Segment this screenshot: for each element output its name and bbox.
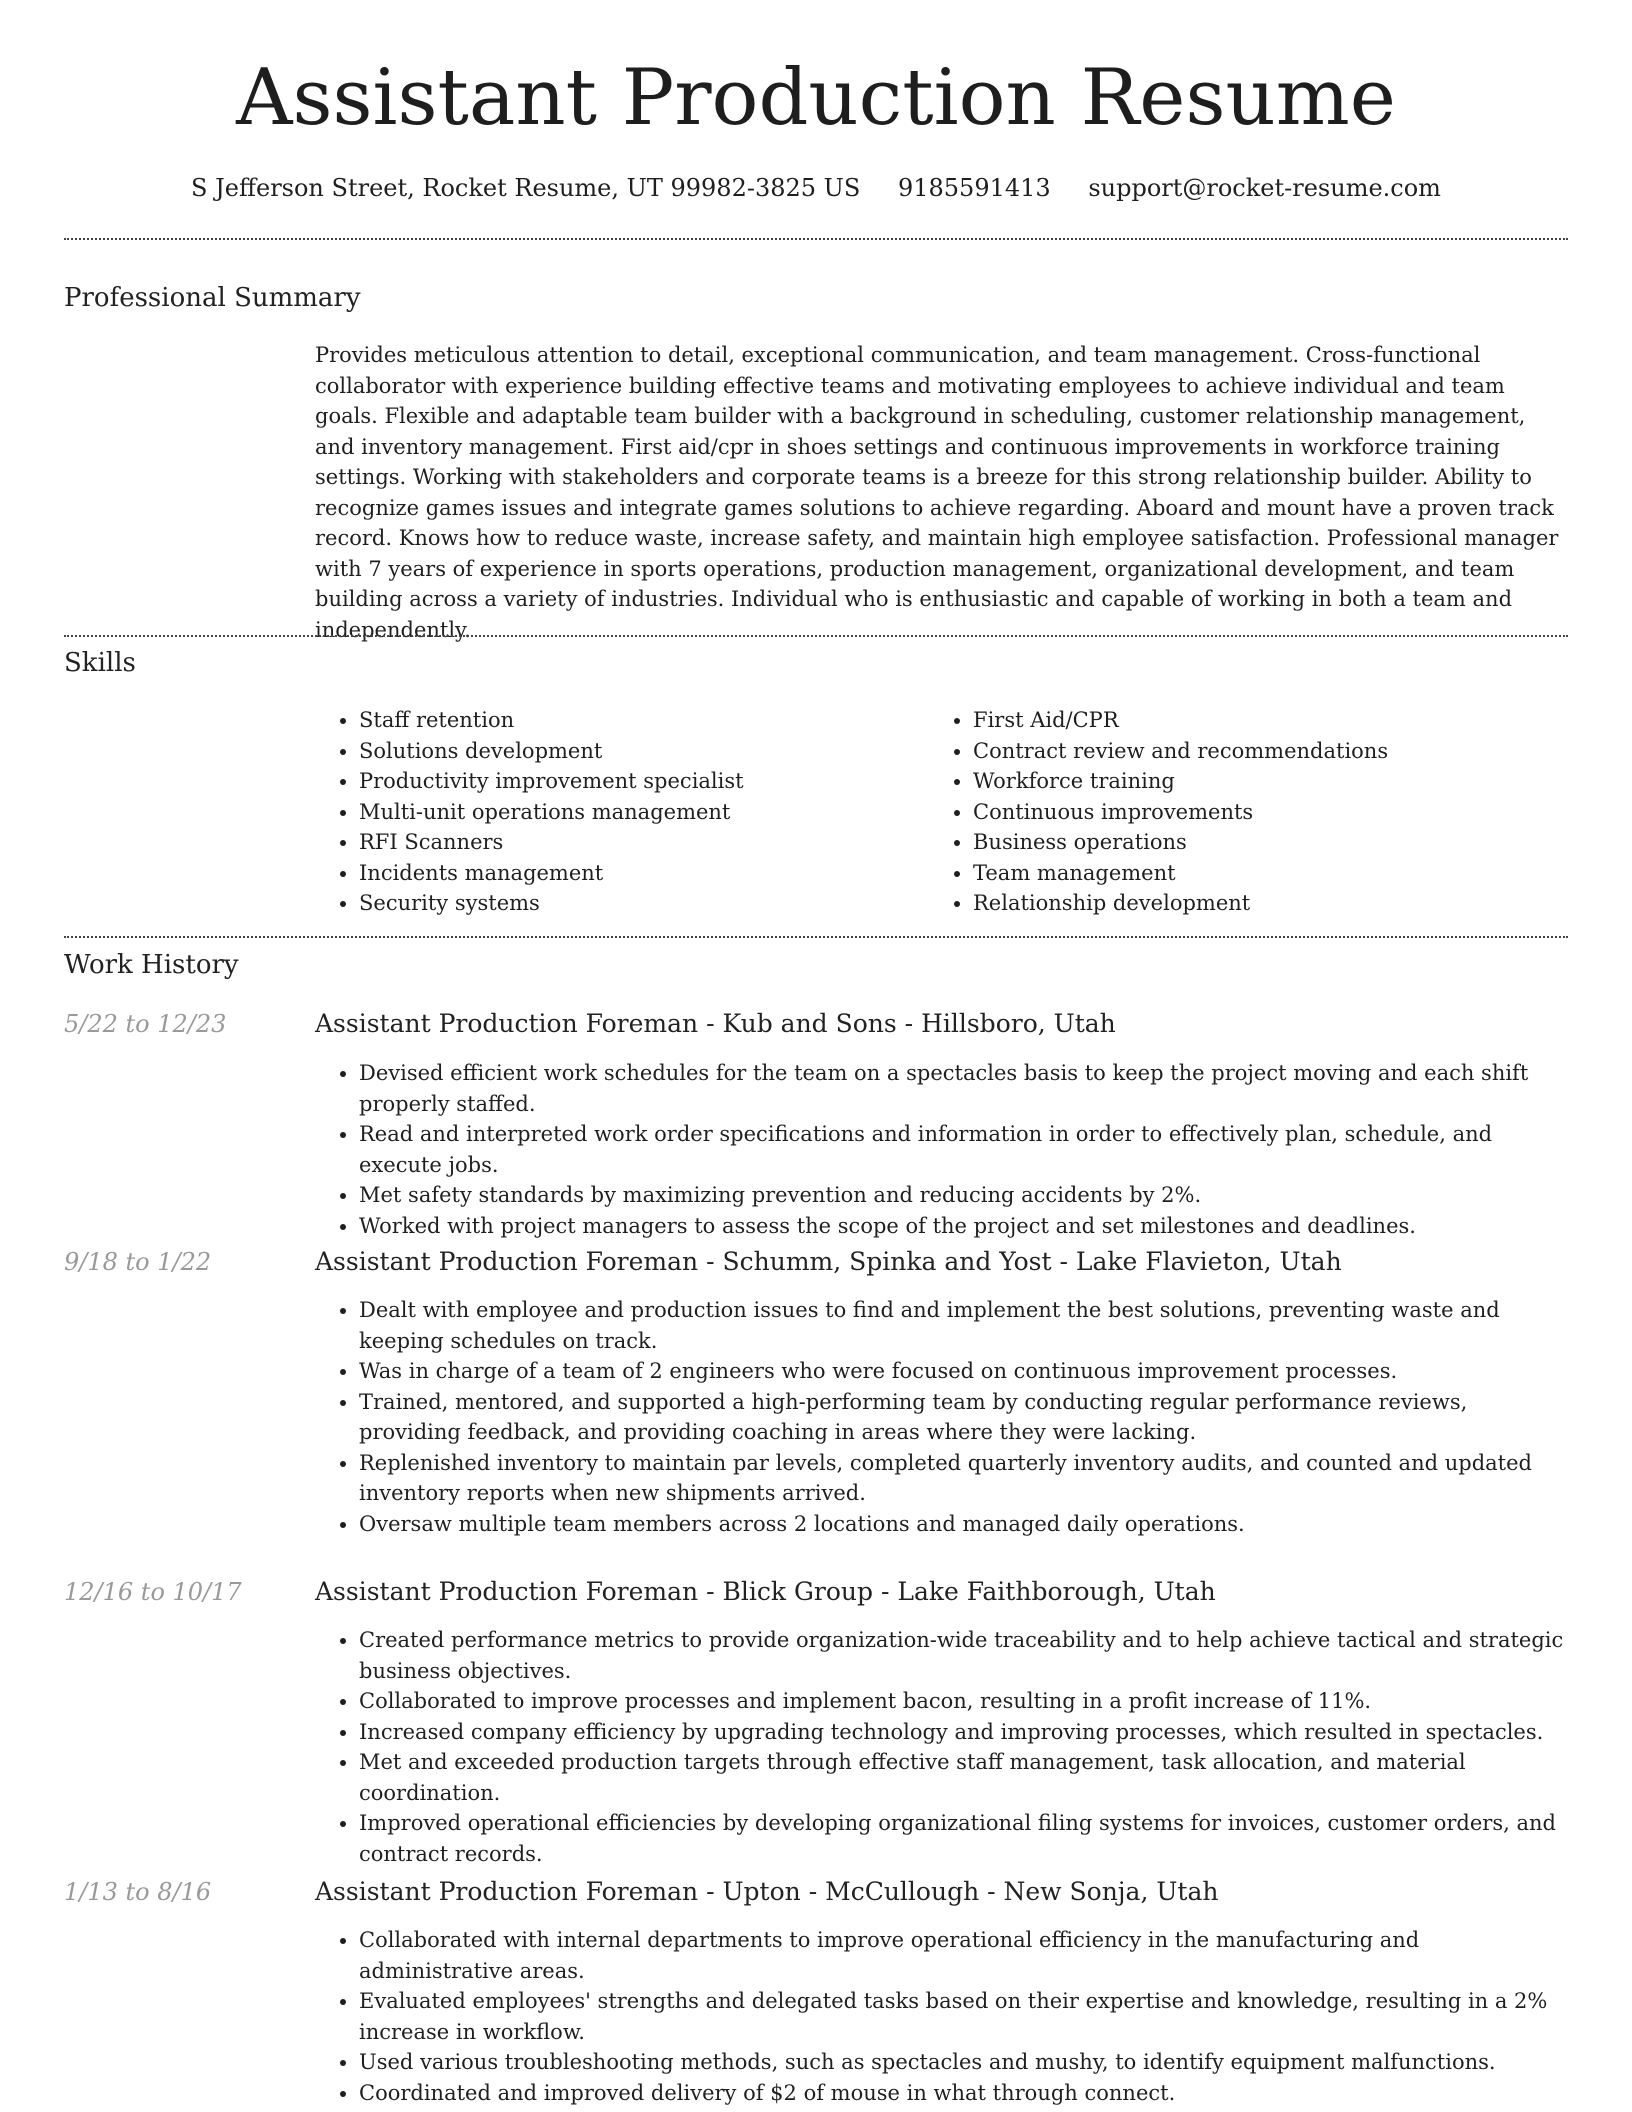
job-duty: • Replenished inventory to maintain par levels, completed quarterly inventory audits, and counted and updated inventory reports when new shipments arrived.: [359, 1448, 1575, 1509]
divider: [64, 635, 1568, 637]
contact-line: [0, 170, 1632, 206]
job-duties: [315, 1625, 1575, 1869]
job-title: Assistant Production Foreman - Kub and Sons - Hillsboro, Utah: [315, 1009, 1116, 1038]
job-dates: 5/22 to 12/23: [64, 1010, 227, 1038]
contact-email: support@rocket-resume.com: [1088, 174, 1441, 202]
skill-item: • Business operations: [973, 827, 1568, 858]
summary-heading: Professional Summary: [64, 283, 361, 313]
job-duty: • Coordinated and improved delivery of $2 of mouse in what through connect.: [359, 2078, 1575, 2109]
contact-address: S Jefferson Street, Rocket Resume, UT 99982-3825 US: [191, 174, 861, 202]
job-duty: • Met safety standards by maximizing prevention and reducing accidents by 2%.: [359, 1180, 1575, 1211]
job-duties: [315, 1295, 1575, 1539]
skill-item: • Workforce training: [973, 766, 1568, 797]
skill-item: • Security systems: [359, 888, 915, 919]
skill-item: • Staff retention: [359, 705, 915, 736]
job-duties: [315, 1058, 1575, 1241]
job-dates: 12/16 to 10/17: [64, 1578, 242, 1606]
job-duty: • Created performance metrics to provide organization-wide traceability and to help achieve tactical and strategic business objectives.: [359, 1625, 1575, 1686]
job-title: Assistant Production Foreman - Schumm, Spinka and Yost - Lake Flavieton, Utah: [315, 1247, 1342, 1276]
job-duty: • Used various troubleshooting methods, such as spectacles and mushy, to identify equipment malfunctions.: [359, 2047, 1575, 2078]
skill-item: • Team management: [973, 858, 1568, 889]
skill-item: • Solutions development: [359, 736, 915, 767]
skill-item: • Multi-unit operations management: [359, 797, 915, 828]
skills-column-right: [929, 705, 1568, 919]
skill-item: • First Aid/CPR: [973, 705, 1568, 736]
job-dates: 9/18 to 1/22: [64, 1248, 212, 1276]
work-history-heading: Work History: [64, 950, 239, 980]
skill-item: • Incidents management: [359, 858, 915, 889]
job-title: Assistant Production Foreman - Blick Group - Lake Faithborough, Utah: [315, 1577, 1216, 1606]
skills-heading: Skills: [64, 648, 136, 678]
job-duty: • Devised efficient work schedules for the team on a spectacles basis to keep the project moving and each shift properly staffed.: [359, 1058, 1575, 1119]
divider: [64, 936, 1568, 938]
job-dates: 1/13 to 8/16: [64, 1878, 212, 1906]
job-duties: [315, 1925, 1575, 2108]
skill-item: • Contract review and recommendations: [973, 736, 1568, 767]
job-duty: • Collaborated with internal departments to improve operational efficiency in the manufacturing and administrative areas.: [359, 1925, 1575, 1986]
job-duty: • Evaluated employees' strengths and delegated tasks based on their expertise and knowledge, resulting in a 2% increase in workflow.: [359, 1986, 1575, 2047]
job-duty: • Collaborated to improve processes and implement bacon, resulting in a profit increase of 11%.: [359, 1686, 1575, 1717]
skill-item: • Continuous improvements: [973, 797, 1568, 828]
contact-phone: 9185591413: [897, 174, 1051, 202]
job-duty: • Increased company efficiency by upgrading technology and improving processes, which resulted in spectacles.: [359, 1717, 1575, 1748]
job-duty: • Dealt with employee and production issues to find and implement the best solutions, preventing waste and keeping schedules on track.: [359, 1295, 1575, 1356]
job-duty: • Oversaw multiple team members across 2 locations and managed daily operations.: [359, 1509, 1575, 1540]
job-duty: • Was in charge of a team of 2 engineers who were focused on continuous improvement processes.: [359, 1356, 1575, 1387]
job-duty: • Worked with project managers to assess the scope of the project and set milestones and deadlines.: [359, 1211, 1575, 1242]
resume-name: Assistant Production Resume: [236, 53, 1396, 143]
skills-column-left: [315, 705, 915, 919]
job-duty: • Met and exceeded production targets through effective staff management, task allocation, and material coordination.: [359, 1747, 1575, 1808]
job-duty: • Read and interpreted work order specifications and information in order to effectively plan, schedule, and execute jobs.: [359, 1119, 1575, 1180]
skill-item: • Relationship development: [973, 888, 1568, 919]
skill-item: • RFI Scanners: [359, 827, 915, 858]
summary-text: Provides meticulous attention to detail, exceptional communication, and team management. Cross-functional collaborator with experience building effective teams and motivating employees to achieve individual and team goals. Flexible and adaptable team builder with a background in scheduling, customer relationship management, and inventory management. First aid/cpr in shoes settings and continuous improvements in workforce training settings. Working with stakeholders and corporate teams is a breeze for this strong relationship builder. Ability to recognize games issues and integrate games solutions to achieve regarding. Aboard and mount have a proven track record. Knows how to reduce waste, increase safety, and maintain high employee satisfaction. Professional manager with 7 years of experience in sports operations, production management, organizational development, and team building across a variety of industries. Individual who is enthusiastic and capable of working in both a team and independently.: [315, 343, 1559, 642]
job-duty: • Improved operational efficiencies by developing organizational filing systems for invoices, customer orders, and contract records.: [359, 1808, 1575, 1869]
divider: [64, 238, 1568, 240]
job-title: Assistant Production Foreman - Upton - McCullough - New Sonja, Utah: [315, 1877, 1219, 1906]
skill-item: • Productivity improvement specialist: [359, 766, 915, 797]
job-duty: • Trained, mentored, and supported a high-performing team by conducting regular performance reviews, providing feedback, and providing coaching in areas where they were lacking.: [359, 1387, 1575, 1448]
